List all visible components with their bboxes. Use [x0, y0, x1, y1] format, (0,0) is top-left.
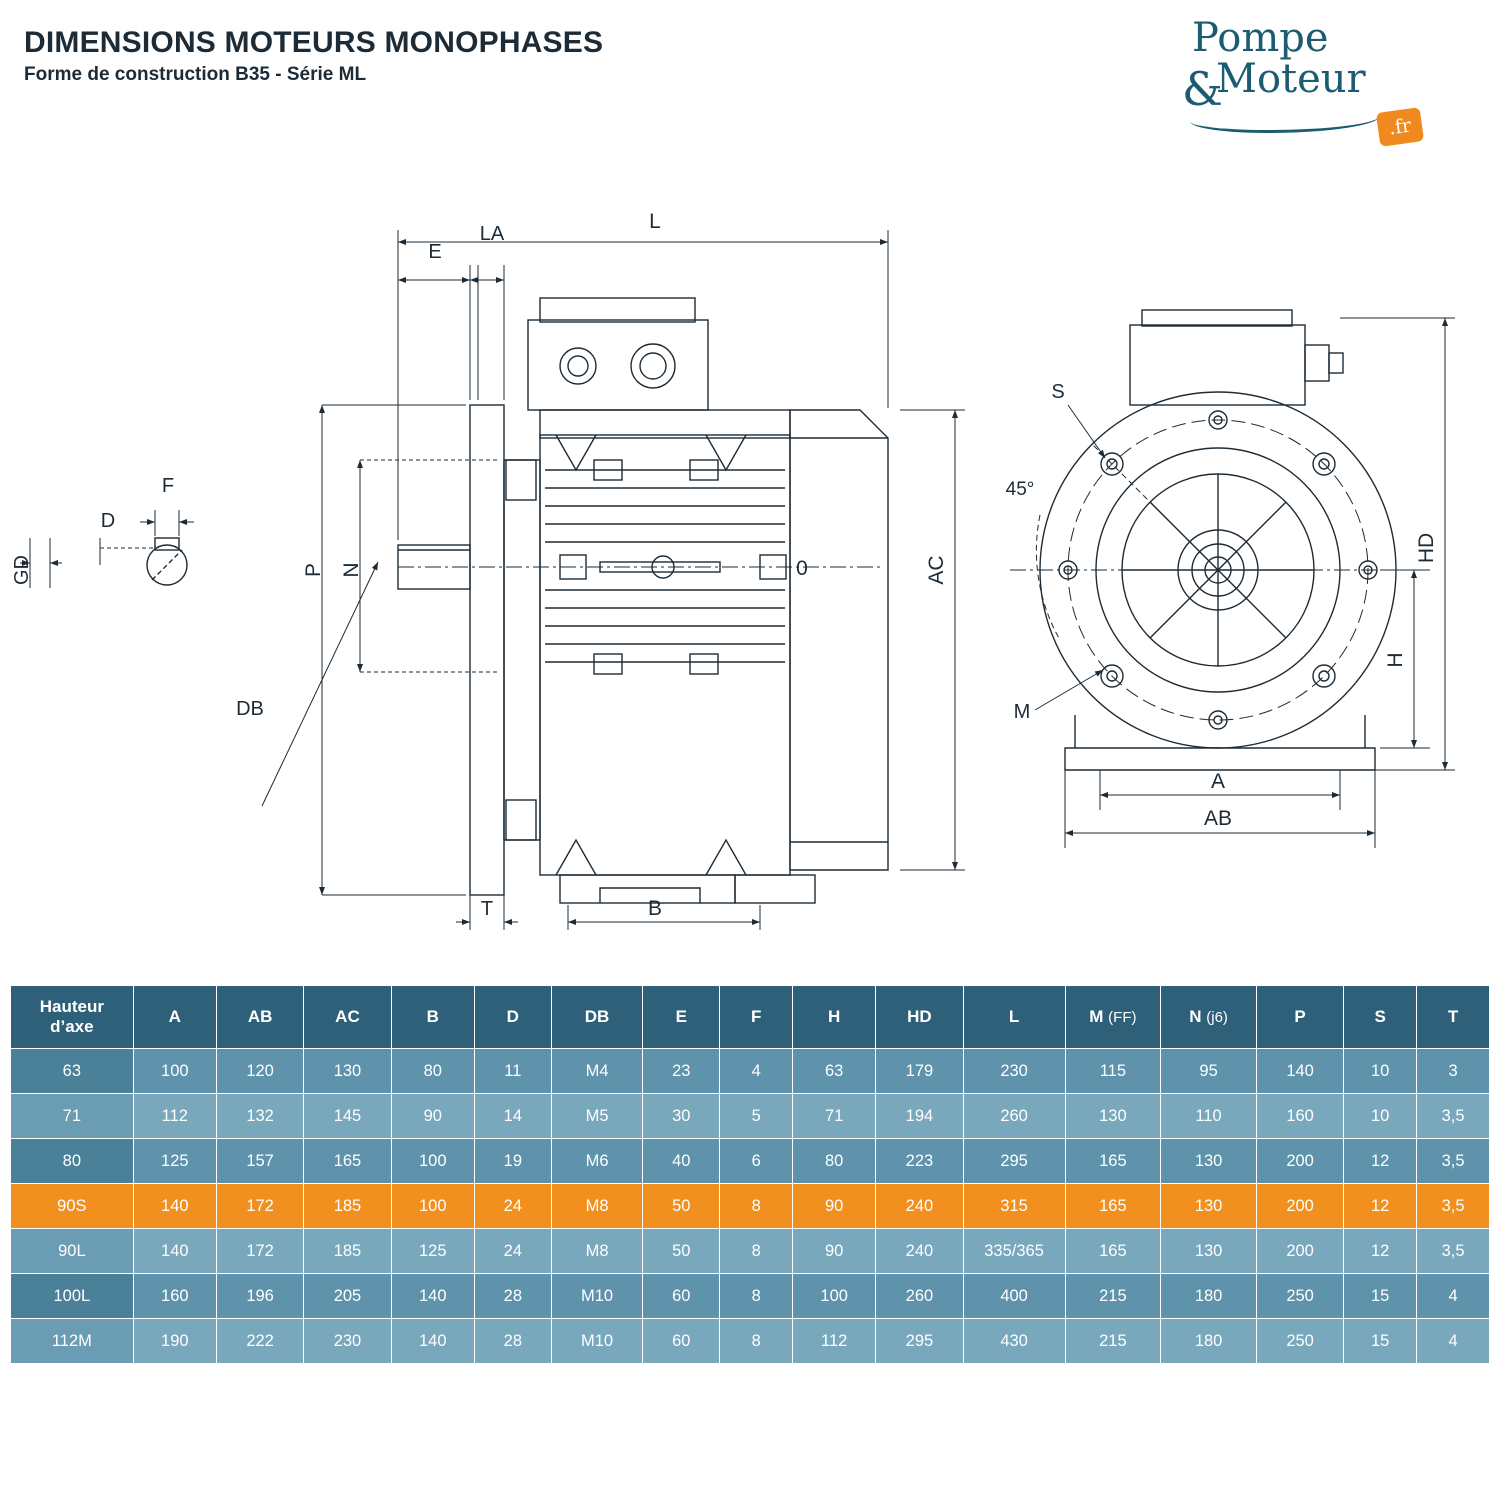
table-cell: 10: [1344, 1049, 1417, 1094]
brand-logo: [1182, 15, 1452, 140]
table-cell: 10: [1344, 1094, 1417, 1139]
label-LA: LA: [479, 223, 505, 245]
table-cell: 12: [1344, 1229, 1417, 1274]
table-cell: 3,5: [1417, 1184, 1490, 1229]
table-row: [11, 1229, 1490, 1274]
table-cell: 8: [720, 1319, 793, 1364]
table-cell: 132: [216, 1094, 303, 1139]
table-header-row: [11, 986, 1490, 1049]
table-cell: 295: [876, 1319, 963, 1364]
table-cell: 4: [1417, 1319, 1490, 1364]
table-cell: 165: [1065, 1139, 1161, 1184]
table-cell: 230: [304, 1319, 391, 1364]
table-cell: 180: [1161, 1319, 1257, 1364]
table-cell: 28: [474, 1274, 551, 1319]
col-header-AB: AB: [216, 986, 303, 1049]
table-cell: 95: [1161, 1049, 1257, 1094]
table-cell: 130: [1161, 1229, 1257, 1274]
logo-text-moteur: Moteur: [1216, 56, 1366, 102]
col-header-H: H: [793, 986, 876, 1049]
front-view-dimensions: [1035, 318, 1455, 848]
table-cell: 222: [216, 1319, 303, 1364]
table-cell: 200: [1256, 1139, 1343, 1184]
table-cell: 430: [963, 1319, 1065, 1364]
table-cell: 400: [963, 1274, 1065, 1319]
technical-drawing: [0, 170, 1500, 920]
label-DB: DB: [236, 698, 264, 720]
table-row: [11, 1319, 1490, 1364]
table-cell: 194: [876, 1094, 963, 1139]
table-cell: 100: [391, 1184, 474, 1229]
table-cell: 165: [304, 1139, 391, 1184]
table-cell: 200: [1256, 1229, 1343, 1274]
table-cell: 160: [1256, 1094, 1343, 1139]
table-cell: 140: [133, 1229, 216, 1274]
table-cell: 3,5: [1417, 1229, 1490, 1274]
table-cell: 130: [304, 1049, 391, 1094]
col-header-AC: AC: [304, 986, 391, 1049]
table-cell: 112: [793, 1319, 876, 1364]
label-D: D: [100, 510, 116, 532]
table-cell: 250: [1256, 1274, 1343, 1319]
page-subtitle: Forme de construction B35 - Série ML: [24, 64, 367, 85]
col-header-B: B: [391, 986, 474, 1049]
table-cell: 196: [216, 1274, 303, 1319]
label-GD: GD: [11, 555, 33, 585]
table-cell: 172: [216, 1229, 303, 1274]
table-cell: 80: [793, 1139, 876, 1184]
table-cell: 90: [391, 1094, 474, 1139]
table-cell: M4: [551, 1049, 643, 1094]
table-cell: 50: [643, 1229, 720, 1274]
motor-side-view: [398, 298, 888, 903]
table-cell: 230: [963, 1049, 1065, 1094]
table-cell-hauteur-axe: 90L: [11, 1229, 134, 1274]
label-AB: AB: [1203, 807, 1233, 830]
label-B: B: [647, 897, 663, 920]
col-header-hauteur-axe: [11, 986, 134, 1049]
table-cell-hauteur-axe: 71: [11, 1094, 134, 1139]
page-title: DIMENSIONS MOTEURS MONOPHASES: [24, 26, 604, 59]
col-header-M-note: (FF): [1108, 1009, 1137, 1027]
table-cell: 112: [133, 1094, 216, 1139]
table-cell: 12: [1344, 1184, 1417, 1229]
table-cell: 28: [474, 1319, 551, 1364]
table-cell: 125: [133, 1139, 216, 1184]
table-cell: 140: [391, 1274, 474, 1319]
table-cell: 165: [1065, 1184, 1161, 1229]
table-cell: 223: [876, 1139, 963, 1184]
table-cell: 15: [1344, 1319, 1417, 1364]
table-cell: 6: [720, 1139, 793, 1184]
table-cell: 250: [1256, 1319, 1343, 1364]
label-M: M: [1013, 701, 1031, 723]
table-cell: 3: [1417, 1049, 1490, 1094]
dimensions-table: [10, 985, 1490, 1364]
table-cell: 179: [876, 1049, 963, 1094]
table-cell: 185: [304, 1184, 391, 1229]
table-cell-hauteur-axe: 112M: [11, 1319, 134, 1364]
table-cell: M10: [551, 1274, 643, 1319]
table-row: [11, 1139, 1490, 1184]
label-HD: HD: [1415, 532, 1438, 564]
table-cell: 140: [133, 1184, 216, 1229]
table-cell: 335/365: [963, 1229, 1065, 1274]
col-header-HD: HD: [876, 986, 963, 1049]
table-cell: 24: [474, 1184, 551, 1229]
table-cell: 295: [963, 1139, 1065, 1184]
table-cell: M8: [551, 1184, 643, 1229]
table-cell-hauteur-axe: 100L: [11, 1274, 134, 1319]
table-cell: 165: [1065, 1229, 1161, 1274]
logo-text-pompe: Pompe: [1192, 15, 1329, 61]
side-view-dimensions: [262, 230, 965, 930]
table-cell: 4: [1417, 1274, 1490, 1319]
table-cell: 100: [391, 1139, 474, 1184]
table-cell: 71: [793, 1094, 876, 1139]
table-cell: 130: [1161, 1139, 1257, 1184]
label-H: H: [1384, 652, 1407, 668]
motor-front-view: [1010, 310, 1430, 770]
table-cell: 5: [720, 1094, 793, 1139]
table-cell: 8: [720, 1229, 793, 1274]
table-cell: 120: [216, 1049, 303, 1094]
table-cell: 14: [474, 1094, 551, 1139]
label-S: S: [1051, 381, 1065, 403]
label-A: A: [1210, 770, 1226, 793]
table-cell: 200: [1256, 1184, 1343, 1229]
table-cell: 130: [1161, 1184, 1257, 1229]
label-L: L: [649, 210, 661, 233]
table-cell: 90: [793, 1229, 876, 1274]
col-header-M: [1065, 986, 1161, 1049]
col-header-L: L: [963, 986, 1065, 1049]
table-cell: M6: [551, 1139, 643, 1184]
table-cell: 90: [793, 1184, 876, 1229]
col-header-hauteur-line1: Hauteur: [39, 997, 104, 1017]
table-cell: 125: [391, 1229, 474, 1274]
logo-swoosh-decoration: [1190, 104, 1380, 133]
col-header-hauteur-line2: d’axe: [50, 1017, 94, 1036]
logo-badge-fr: .fr: [1376, 107, 1424, 147]
label-N: N: [340, 562, 363, 578]
table-cell: 100: [133, 1049, 216, 1094]
table-row: [11, 1094, 1490, 1139]
table-cell: 215: [1065, 1274, 1161, 1319]
table-cell: 260: [963, 1094, 1065, 1139]
table-cell: 8: [720, 1184, 793, 1229]
table-cell: 240: [876, 1229, 963, 1274]
table-cell: 110: [1161, 1094, 1257, 1139]
table-cell: M10: [551, 1319, 643, 1364]
col-header-A: A: [133, 986, 216, 1049]
label-T: T: [480, 898, 494, 920]
table-cell: 3,5: [1417, 1094, 1490, 1139]
col-header-N: [1161, 986, 1257, 1049]
table-cell: 205: [304, 1274, 391, 1319]
table-cell-hauteur-axe: 80: [11, 1139, 134, 1184]
table-cell: 157: [216, 1139, 303, 1184]
table-cell: 19: [474, 1139, 551, 1184]
table-cell: 115: [1065, 1049, 1161, 1094]
label-O: 0: [796, 557, 808, 580]
col-header-E: E: [643, 986, 720, 1049]
label-AC: AC: [925, 555, 948, 585]
col-header-N-note: (j6): [1206, 1009, 1228, 1027]
table-cell: 190: [133, 1319, 216, 1364]
motor-dimension-drawing: [0, 170, 1500, 920]
col-header-S: S: [1344, 986, 1417, 1049]
table-cell-hauteur-axe: 63: [11, 1049, 134, 1094]
table-cell: 160: [133, 1274, 216, 1319]
table-cell: 315: [963, 1184, 1065, 1229]
table-cell: 23: [643, 1049, 720, 1094]
table-cell: 145: [304, 1094, 391, 1139]
table-cell: 11: [474, 1049, 551, 1094]
table-cell: 60: [643, 1319, 720, 1364]
col-header-D: D: [474, 986, 551, 1049]
table-row: [11, 1274, 1490, 1319]
table-cell: 8: [720, 1274, 793, 1319]
table-cell: 50: [643, 1184, 720, 1229]
col-header-F: F: [720, 986, 793, 1049]
table-body: [11, 1049, 1490, 1364]
table-cell: 24: [474, 1229, 551, 1274]
col-header-M-main: M: [1089, 1007, 1104, 1027]
label-P: P: [302, 562, 325, 578]
label-angle-45: 45°: [1005, 479, 1035, 500]
table-cell: 140: [1256, 1049, 1343, 1094]
table-cell: 140: [391, 1319, 474, 1364]
table-cell: 240: [876, 1184, 963, 1229]
page-header: [24, 26, 1124, 86]
table-cell: 180: [1161, 1274, 1257, 1319]
table-cell: 130: [1065, 1094, 1161, 1139]
label-F: F: [161, 475, 175, 497]
col-header-DB: DB: [551, 986, 643, 1049]
logo-ampersand: &: [1182, 62, 1223, 116]
table-cell: 260: [876, 1274, 963, 1319]
table-cell: 80: [391, 1049, 474, 1094]
table-cell: 30: [643, 1094, 720, 1139]
table-cell: 60: [643, 1274, 720, 1319]
table-row: [11, 1049, 1490, 1094]
table-cell: 40: [643, 1139, 720, 1184]
label-E: E: [428, 241, 442, 263]
dimensions-table-container: [10, 985, 1490, 1364]
table-cell: 100: [793, 1274, 876, 1319]
table-cell: 15: [1344, 1274, 1417, 1319]
table-row: [11, 1184, 1490, 1229]
table-cell: 4: [720, 1049, 793, 1094]
table-cell: 172: [216, 1184, 303, 1229]
table-cell: 3,5: [1417, 1139, 1490, 1184]
table-cell: M8: [551, 1229, 643, 1274]
table-cell: 185: [304, 1229, 391, 1274]
table-cell: M5: [551, 1094, 643, 1139]
col-header-T: T: [1417, 986, 1490, 1049]
table-cell: 12: [1344, 1139, 1417, 1184]
col-header-N-main: N: [1189, 1007, 1202, 1027]
table-cell: 215: [1065, 1319, 1161, 1364]
table-cell-hauteur-axe: 90S: [11, 1184, 134, 1229]
table-cell: 63: [793, 1049, 876, 1094]
col-header-P: P: [1256, 986, 1343, 1049]
